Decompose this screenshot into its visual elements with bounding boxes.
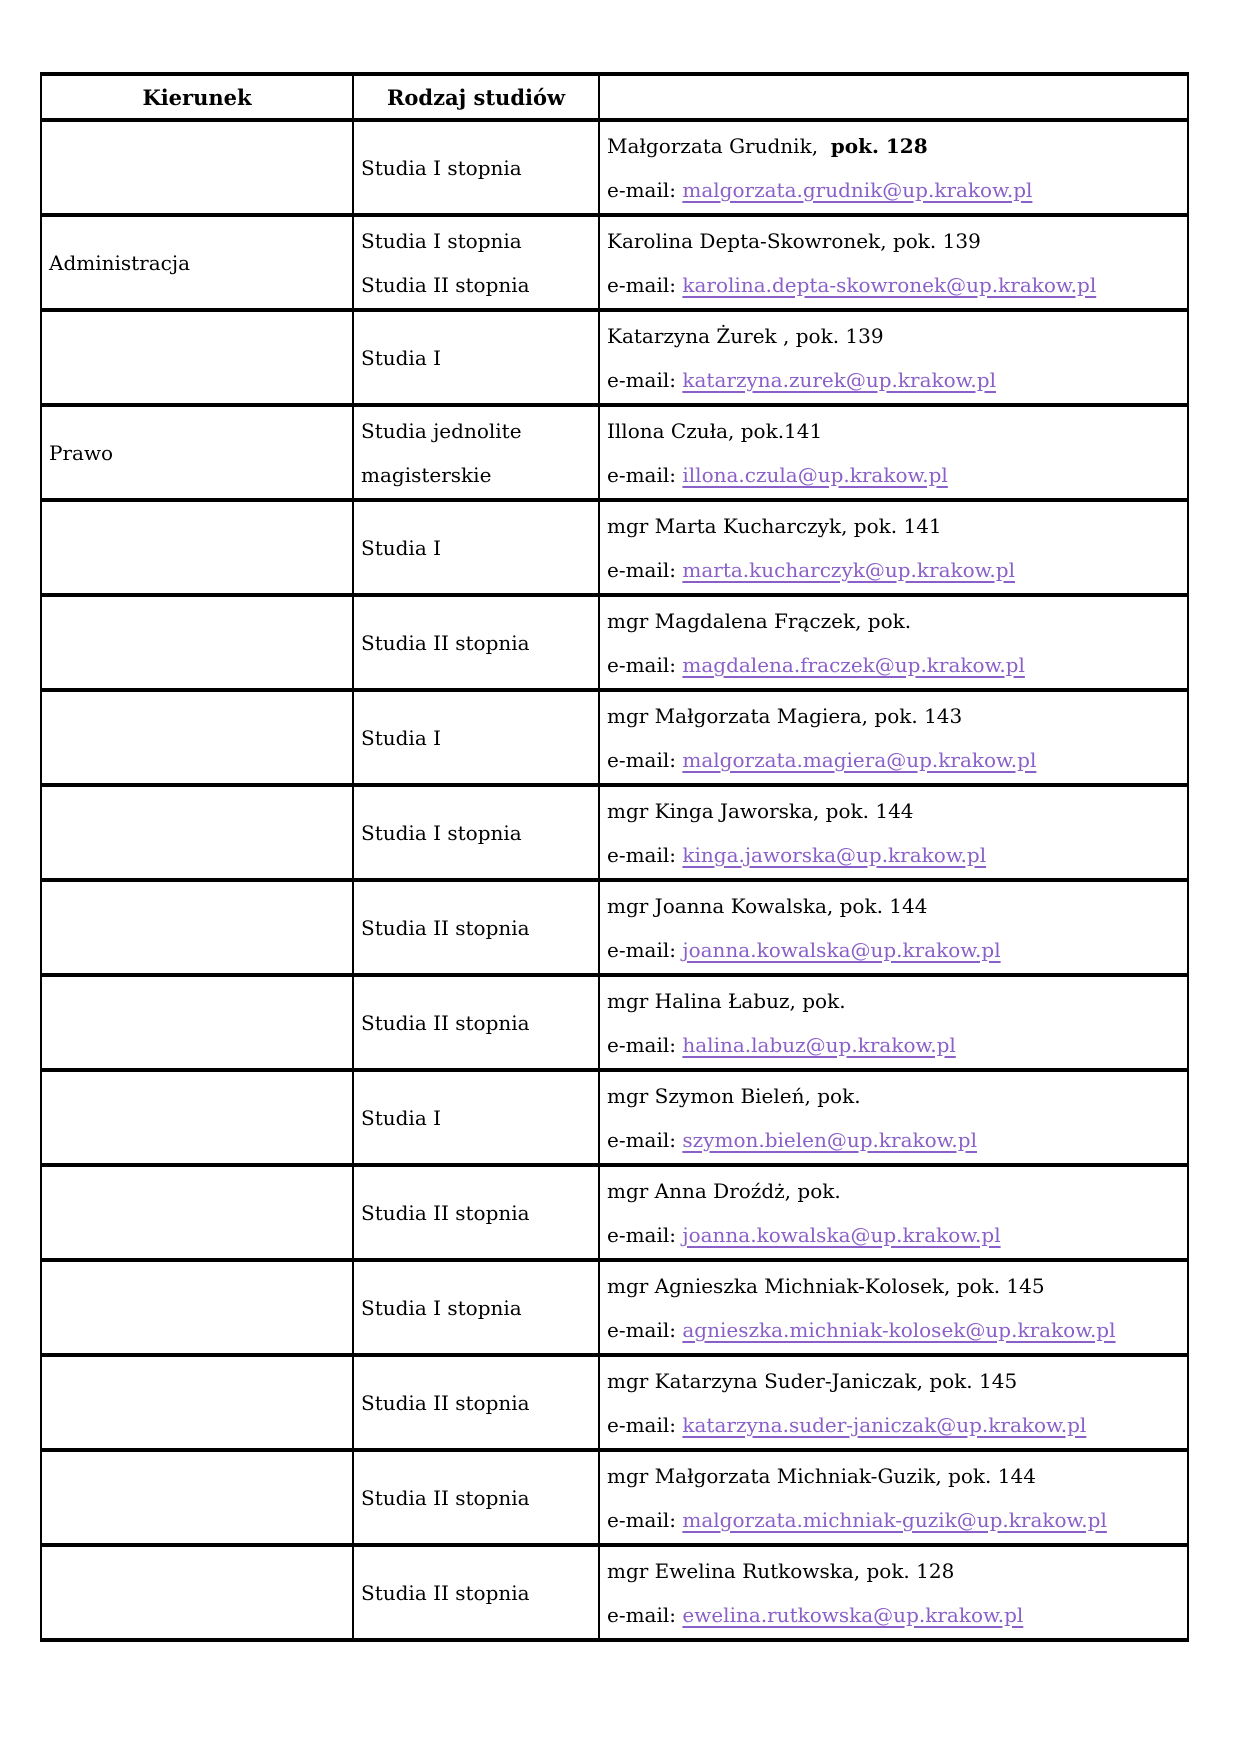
contact-name: mgr Ewelina Rutkowska, pok. 128 (607, 1558, 955, 1583)
rodzaj-line: Studia II stopnia (361, 272, 530, 297)
rodzaj-line: Studia I stopnia (361, 1295, 522, 1320)
contact-name: mgr Halina Łabuz, pok. (607, 988, 846, 1013)
contact-name-line (607, 133, 1183, 159)
contact-name: Karolina Depta-Skowronek, pok. 139 (607, 228, 981, 253)
contact-cell (599, 1070, 1188, 1165)
contact-email-line (607, 557, 1183, 583)
header-rodzaj: Rodzaj studiów (353, 74, 599, 120)
contact-cell-content (600, 597, 1187, 688)
contact-cell-content (600, 1452, 1187, 1543)
contact-name-line (607, 1368, 1183, 1394)
rodzaj-cell (353, 215, 599, 310)
table-row (41, 1165, 1188, 1260)
rodzaj-cell-content (354, 1167, 598, 1258)
rodzaj-line: magisterskie (361, 462, 492, 487)
contact-cell-content (600, 217, 1187, 308)
contact-name: mgr Marta Kucharczyk, pok. 141 (607, 513, 942, 538)
kierunek-cell (41, 120, 353, 215)
table-row (41, 785, 1188, 880)
rodzaj-cell-content (354, 882, 598, 973)
contact-cell (599, 1450, 1188, 1545)
kierunek-cell-content (42, 882, 352, 973)
email-link[interactable]: malgorzata.michniak-guzik@up.krakow.pl (682, 1507, 1107, 1532)
rodzaj-cell-content (354, 977, 598, 1068)
kierunek-cell-content (42, 407, 352, 498)
contact-cell (599, 405, 1188, 500)
kierunek-cell-content (42, 787, 352, 878)
kierunek-cell-content (42, 502, 352, 593)
rodzaj-cell-content (354, 1262, 598, 1353)
email-link[interactable]: kinga.jaworska@up.krakow.pl (682, 842, 987, 867)
email-link[interactable]: katarzyna.suder-janiczak@up.krakow.pl (682, 1412, 1087, 1437)
rodzaj-cell-content (354, 597, 598, 688)
rodzaj-cell-content (354, 1452, 598, 1543)
rodzaj-cell (353, 1355, 599, 1450)
contact-email-line (607, 177, 1183, 203)
rodzaj-cell (353, 690, 599, 785)
rodzaj-line: Studia II stopnia (361, 1200, 530, 1225)
rodzaj-cell (353, 595, 599, 690)
contact-email-line (607, 1032, 1183, 1058)
contact-email-line (607, 1507, 1183, 1533)
rodzaj-cell-content (354, 1357, 598, 1448)
email-link[interactable]: magdalena.fraczek@up.krakow.pl (682, 652, 1025, 677)
header-row (41, 74, 1188, 120)
contact-cell-content (600, 1072, 1187, 1163)
rodzaj-cell (353, 1545, 599, 1640)
contact-name-line (607, 323, 1183, 349)
room-number: pok. 128 (830, 133, 928, 158)
rodzaj-line: Studia II stopnia (361, 1580, 530, 1605)
kierunek-cell-content (42, 312, 352, 403)
contact-name: mgr Agnieszka Michniak-Kolosek, pok. 145 (607, 1273, 1045, 1298)
kierunek-cell-content (42, 1167, 352, 1258)
contact-email-line (607, 842, 1183, 868)
contact-cell-content (600, 1262, 1187, 1353)
contact-cell-content (600, 312, 1187, 403)
kierunek-cell (41, 1165, 353, 1260)
kierunek-cell (41, 1260, 353, 1355)
contact-name-line (607, 513, 1183, 539)
kierunek-cell (41, 880, 353, 975)
contact-cell-content (600, 1357, 1187, 1448)
contact-name: mgr Małgorzata Magiera, pok. 143 (607, 703, 963, 728)
contact-cell (599, 120, 1188, 215)
rodzaj-cell-content (354, 787, 598, 878)
kierunek-cell (41, 405, 353, 500)
email-label: e-mail: (607, 462, 683, 487)
rodzaj-cell (353, 1260, 599, 1355)
contact-name-line (607, 798, 1183, 824)
contact-email-line (607, 1127, 1183, 1153)
email-link[interactable]: katarzyna.zurek@up.krakow.pl (682, 367, 996, 392)
contact-email-line (607, 462, 1183, 488)
contact-email-line (607, 1317, 1183, 1343)
kierunek-cell (41, 1070, 353, 1165)
rodzaj-line: Studia jednolite (361, 418, 522, 443)
table-row (41, 880, 1188, 975)
email-label: e-mail: (607, 1127, 683, 1152)
contact-name-line (607, 1273, 1183, 1299)
contacts-table (40, 72, 1189, 1642)
rodzaj-cell-content (354, 1547, 598, 1638)
contact-name-line (607, 1463, 1183, 1489)
email-label: e-mail: (607, 1507, 683, 1532)
email-link[interactable]: halina.labuz@up.krakow.pl (682, 1032, 956, 1057)
contact-cell-content (600, 407, 1187, 498)
contact-cell-content (600, 1167, 1187, 1258)
rodzaj-line: Studia I (361, 725, 441, 750)
table-row (41, 975, 1188, 1070)
table-row (41, 1450, 1188, 1545)
contact-name: Illona Czuła, pok.141 (607, 418, 823, 443)
rodzaj-cell (353, 1450, 599, 1545)
contact-name: mgr Szymon Bieleń, pok. (607, 1083, 861, 1108)
kierunek-cell-content (42, 1357, 352, 1448)
contact-cell (599, 785, 1188, 880)
kierunek-cell-content (42, 1262, 352, 1353)
contact-name: Małgorzata Grudnik, (607, 133, 831, 158)
contact-name: mgr Joanna Kowalska, pok. 144 (607, 893, 928, 918)
kierunek-cell-content (42, 1452, 352, 1543)
email-label: e-mail: (607, 1032, 683, 1057)
email-link[interactable]: illona.czula@up.krakow.pl (682, 462, 948, 487)
table-row (41, 120, 1188, 215)
email-label: e-mail: (607, 842, 683, 867)
rodzaj-cell (353, 975, 599, 1070)
rodzaj-cell (353, 405, 599, 500)
rodzaj-line: Studia I (361, 535, 441, 560)
rodzaj-line: Studia II stopnia (361, 1010, 530, 1035)
email-label: e-mail: (607, 272, 683, 297)
contact-cell-content (600, 502, 1187, 593)
contact-cell-content (600, 882, 1187, 973)
contact-name-line (607, 1178, 1183, 1204)
contact-name: mgr Małgorzata Michniak-Guzik, pok. 144 (607, 1463, 1036, 1488)
contact-cell (599, 500, 1188, 595)
email-label: e-mail: (607, 557, 683, 582)
rodzaj-cell (353, 1070, 599, 1165)
contact-cell-content (600, 122, 1187, 213)
email-link[interactable]: karolina.depta-skowronek@up.krakow.pl (682, 272, 1097, 297)
rodzaj-cell-content (354, 122, 598, 213)
contact-name-line (607, 608, 1183, 634)
kierunek-cell-content (42, 1072, 352, 1163)
kierunek-cell-content (42, 122, 352, 213)
header-contact (599, 74, 1188, 120)
email-link[interactable]: joanna.kowalska@up.krakow.pl (682, 937, 1001, 962)
kierunek-cell (41, 595, 353, 690)
email-label: e-mail: (607, 1412, 683, 1437)
rodzaj-line: Studia I stopnia (361, 228, 522, 253)
contact-cell (599, 690, 1188, 785)
kierunek-cell-content (42, 977, 352, 1068)
contact-name-line (607, 1558, 1183, 1584)
table-row (41, 1545, 1188, 1640)
rodzaj-line: Studia II stopnia (361, 630, 530, 655)
contact-email-line (607, 1412, 1183, 1438)
email-label: e-mail: (607, 1602, 683, 1627)
rodzaj-line: Studia I (361, 345, 441, 370)
table-row (41, 405, 1188, 500)
kierunek-cell (41, 1450, 353, 1545)
table-row (41, 690, 1188, 785)
rodzaj-line: Studia I (361, 1105, 441, 1130)
kierunek-label: Prawo (49, 440, 114, 465)
rodzaj-line: Studia I stopnia (361, 820, 522, 845)
contact-cell (599, 1545, 1188, 1640)
kierunek-cell (41, 500, 353, 595)
kierunek-cell (41, 215, 353, 310)
rodzaj-cell (353, 880, 599, 975)
table-row (41, 500, 1188, 595)
contact-name-line (607, 988, 1183, 1014)
email-label: e-mail: (607, 1317, 683, 1342)
contact-name: mgr Kinga Jaworska, pok. 144 (607, 798, 914, 823)
rodzaj-cell-content (354, 407, 598, 498)
contact-cell (599, 1165, 1188, 1260)
kierunek-cell (41, 310, 353, 405)
header-kierunek: Kierunek (41, 74, 353, 120)
email-label: e-mail: (607, 937, 683, 962)
rodzaj-cell (353, 1165, 599, 1260)
contact-name-line (607, 418, 1183, 444)
contact-email-line (607, 272, 1183, 298)
contact-name: mgr Katarzyna Suder-Janiczak, pok. 145 (607, 1368, 1018, 1393)
rodzaj-cell-content (354, 502, 598, 593)
table-row (41, 1355, 1188, 1450)
rodzaj-line: Studia I stopnia (361, 155, 522, 180)
contact-email-line (607, 747, 1183, 773)
email-label: e-mail: (607, 1222, 683, 1247)
table-row (41, 1260, 1188, 1355)
contact-cell-content (600, 692, 1187, 783)
contact-name: Katarzyna Żurek , pok. 139 (607, 323, 884, 348)
contact-name: mgr Anna Droźdż, pok. (607, 1178, 841, 1203)
contact-email-line (607, 937, 1183, 963)
kierunek-cell-content (42, 217, 352, 308)
kierunek-cell (41, 975, 353, 1070)
rodzaj-line: Studia II stopnia (361, 915, 530, 940)
contact-cell (599, 310, 1188, 405)
email-link[interactable]: agnieszka.michniak-kolosek@up.krakow.pl (682, 1317, 1116, 1342)
rodzaj-cell-content (354, 1072, 598, 1163)
rodzaj-line: Studia II stopnia (361, 1485, 530, 1510)
contact-email-line (607, 367, 1183, 393)
contact-cell (599, 215, 1188, 310)
kierunek-cell-content (42, 1547, 352, 1638)
kierunek-cell (41, 690, 353, 785)
table-row (41, 595, 1188, 690)
table-row (41, 215, 1188, 310)
contact-cell (599, 1260, 1188, 1355)
email-label: e-mail: (607, 177, 683, 202)
contact-name-line (607, 893, 1183, 919)
contact-email-line (607, 1602, 1183, 1628)
email-link[interactable]: malgorzata.grudnik@up.krakow.pl (682, 177, 1033, 202)
email-label: e-mail: (607, 367, 683, 392)
rodzaj-cell (353, 120, 599, 215)
table-row (41, 310, 1188, 405)
contact-cell (599, 975, 1188, 1070)
rodzaj-cell-content (354, 692, 598, 783)
contact-cell (599, 595, 1188, 690)
table-row (41, 1070, 1188, 1165)
kierunek-cell-content (42, 692, 352, 783)
contact-name-line (607, 703, 1183, 729)
contact-email-line (607, 652, 1183, 678)
contact-name: mgr Magdalena Frączek, pok. (607, 608, 912, 633)
contact-cell-content (600, 977, 1187, 1068)
contact-name-line (607, 228, 1183, 254)
kierunek-cell (41, 785, 353, 880)
kierunek-cell-content (42, 597, 352, 688)
email-link[interactable]: malgorzata.magiera@up.krakow.pl (682, 747, 1037, 772)
contact-cell (599, 1355, 1188, 1450)
kierunek-cell (41, 1355, 353, 1450)
rodzaj-line: Studia II stopnia (361, 1390, 530, 1415)
contact-name-line (607, 1083, 1183, 1109)
rodzaj-cell-content (354, 217, 598, 308)
email-link[interactable]: marta.kucharczyk@up.krakow.pl (682, 557, 1015, 582)
email-link[interactable]: joanna.kowalska@up.krakow.pl (682, 1222, 1001, 1247)
contact-email-line (607, 1222, 1183, 1248)
email-label: e-mail: (607, 747, 683, 772)
contact-cell-content (600, 1547, 1187, 1638)
email-link[interactable]: szymon.bielen@up.krakow.pl (682, 1127, 977, 1152)
kierunek-label: Administracja (49, 250, 190, 275)
email-link[interactable]: ewelina.rutkowska@up.krakow.pl (682, 1602, 1024, 1627)
rodzaj-cell (353, 500, 599, 595)
kierunek-cell (41, 1545, 353, 1640)
rodzaj-cell-content (354, 312, 598, 403)
contact-cell (599, 880, 1188, 975)
contact-cell-content (600, 787, 1187, 878)
rodzaj-cell (353, 310, 599, 405)
email-label: e-mail: (607, 652, 683, 677)
rodzaj-cell (353, 785, 599, 880)
